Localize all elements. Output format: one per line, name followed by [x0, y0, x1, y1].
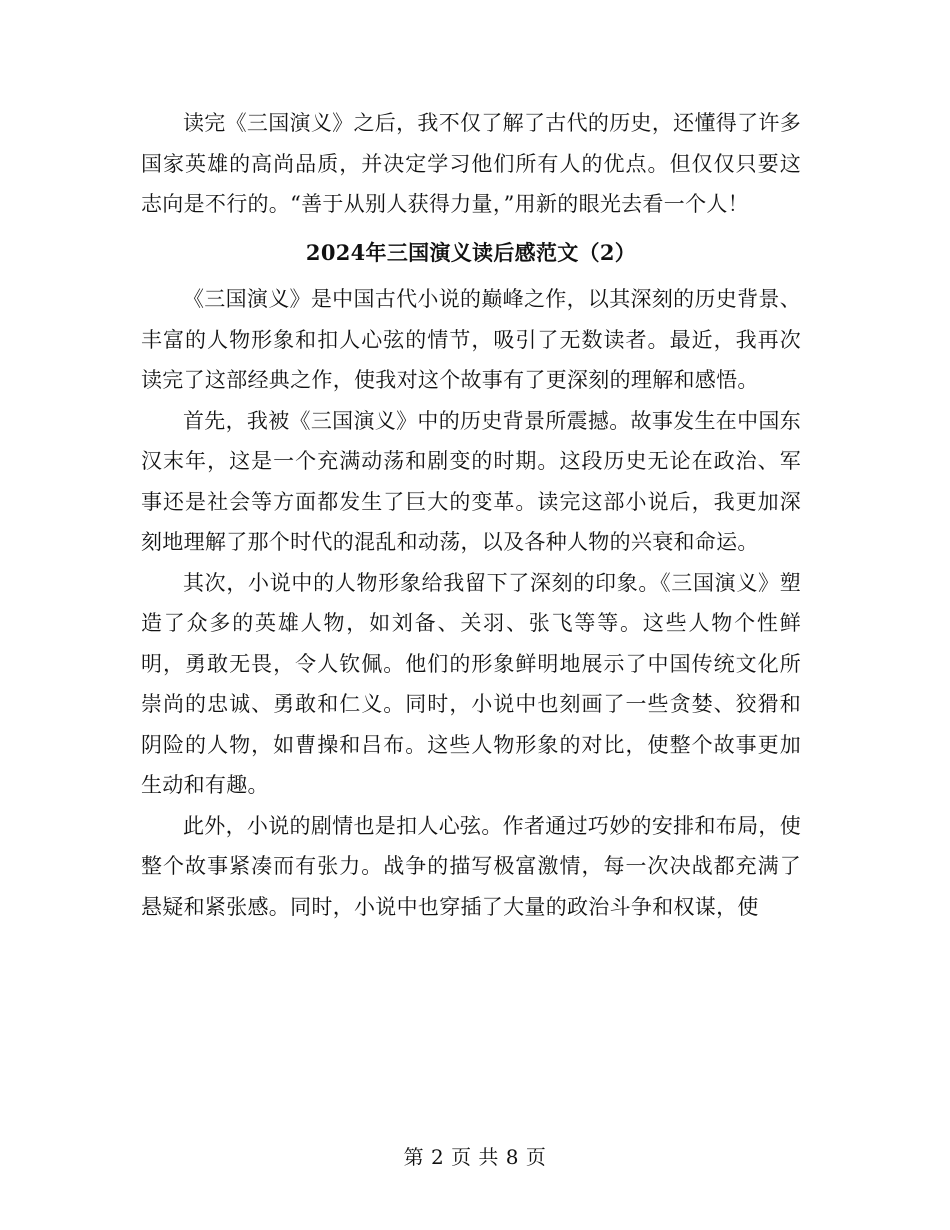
- paragraph: 其次，小说中的人物形象给我留下了深刻的印象。《三国演义》塑造了众多的英雄人物，如刘备、关羽、张飞等等。这些人物个性鲜明，勇敢无畏，令人钦佩。他们的形象鲜明地展示了中国传统文化所崇尚的忠诚、勇敢和仁义。同时，小说中也刻画了一些贪婪、狡猾和阴险的人物，如曹操和吕布。这些人物形象的对比，使整个故事更加生动和有趣。: [141, 570, 801, 797]
- page-footer: 第 2 页 共 8 页: [403, 1145, 547, 1169]
- paragraph: 读完《三国演义》之后，我不仅了解了古代的历史，还懂得了许多国家英雄的高尚品质，并决定学习他们所有人的优点。但仅仅只要这志向是不行的。“善于从别人获得力量，”用新的眼光去看一个人！: [141, 111, 801, 216]
- document-body: [141, 103, 801, 927]
- paragraph: 此外，小说的剧情也是扣人心弦。作者通过巧妙的安排和布局，使整个故事紧凑而有张力。战争的描写极富激情，每一次决战都充满了悬疑和紧张感。同时，小说中也穿插了大量的政治斗争和权谋，使: [141, 813, 801, 919]
- paragraph: 首先，我被《三国演义》中的历史背景所震撼。故事发生在中国东汉末年，这是一个充满动荡和剧变的时期。这段历史无论在政治、军事还是社会等方面都发生了巨大的变革。读完这部小说后，我更加深刻地理解了那个时代的混乱和动荡，以及各种人物的兴衰和命运。: [141, 408, 801, 554]
- paragraph: 《三国演义》是中国古代小说的巅峰之作，以其深刻的历史背景、丰富的人物形象和扣人心弦的情节，吸引了无数读者。最近，我再次读完了这部经典之作，使我对这个故事有了更深刻的理解和感悟。: [141, 287, 801, 392]
- section-heading: 2024年三国演义读后感范文（2）: [305, 239, 637, 265]
